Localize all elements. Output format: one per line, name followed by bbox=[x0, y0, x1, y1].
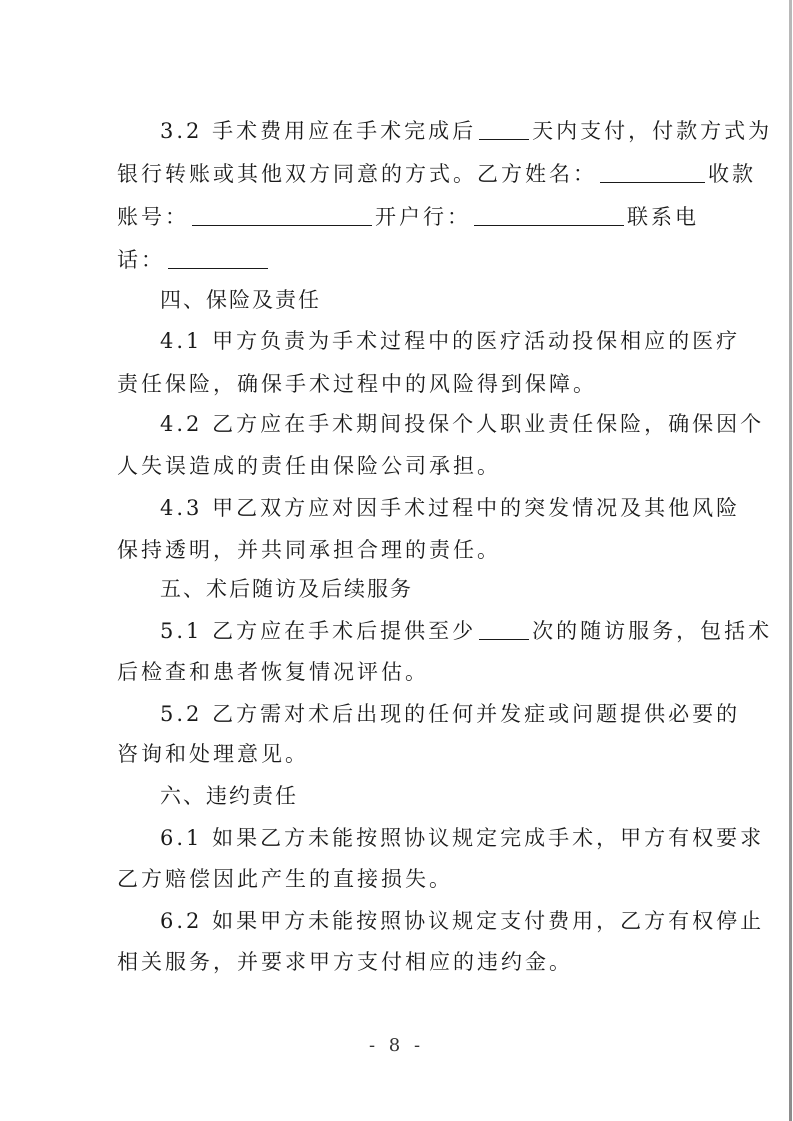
visits-blank bbox=[479, 617, 529, 640]
clause-text: 话： bbox=[117, 248, 165, 272]
section-heading-4: 四、保险及责任 bbox=[160, 288, 321, 312]
clause-text: 收款 bbox=[708, 162, 756, 186]
page-number: - 8 - bbox=[368, 1035, 425, 1056]
clause-5-1-line-2: 后检查和患者恢复情况评估。 bbox=[117, 660, 429, 684]
clause-6-2-line-1: 6.2 如果甲方未能按照协议规定支付费用，乙方有权停止 bbox=[160, 909, 765, 933]
clause-4-3-line-1: 4.3 甲乙双方应对因手术过程中的突发情况及其他风险 bbox=[160, 496, 741, 520]
clause-5-2-line-2: 咨询和处理意见。 bbox=[117, 742, 309, 766]
clause-6-1-line-2: 乙方赔偿因此产生的直接损失。 bbox=[117, 867, 453, 891]
clause-4-2-line-2: 人失误造成的责任由保险公司承担。 bbox=[117, 454, 501, 478]
clause-4-2-line-1: 4.2 乙方应在手术期间投保个人职业责任保险，确保因个 bbox=[160, 412, 765, 436]
clause-text: 3.2 手术费用应在手术完成后 bbox=[160, 119, 477, 143]
days-blank bbox=[479, 117, 529, 140]
clause-text: 联系电 bbox=[627, 205, 699, 229]
clause-text: 5.1 乙方应在手术后提供至少 bbox=[160, 619, 477, 643]
clause-3-2-line-3 bbox=[117, 201, 699, 233]
clause-5-2-line-1: 5.2 乙方需对术后出现的任何并发症或问题提供必要的 bbox=[160, 702, 741, 726]
clause-4-1-line-1: 4.1 甲方负责为手术过程中的医疗活动投保相应的医疗 bbox=[160, 329, 741, 353]
clause-5-1-line-1 bbox=[160, 615, 773, 647]
clause-4-3-line-2: 保持透明，并共同承担合理的责任。 bbox=[117, 538, 501, 562]
account-blank bbox=[192, 203, 372, 226]
clause-text: 天内支付，付款方式为 bbox=[532, 119, 773, 143]
section-heading-6: 六、违约责任 bbox=[160, 784, 298, 808]
clause-6-1-line-1: 6.1 如果乙方未能按照协议规定完成手术，甲方有权要求 bbox=[160, 826, 765, 850]
phone-blank bbox=[168, 246, 268, 269]
clause-3-2-line-4 bbox=[117, 244, 683, 276]
section-heading-5: 五、术后随访及后续服务 bbox=[160, 577, 413, 601]
clause-3-2-line-1 bbox=[160, 115, 773, 147]
clause-text: 次的随访服务，包括术 bbox=[532, 619, 773, 643]
clause-6-2-line-2: 相关服务，并要求甲方支付相应的违约金。 bbox=[117, 950, 573, 974]
scan-edge bbox=[789, 0, 792, 1121]
clause-4-1-line-2: 责任保险，确保手术过程中的风险得到保障。 bbox=[117, 372, 597, 396]
name-blank bbox=[600, 160, 705, 183]
clause-3-2-line-2 bbox=[117, 158, 756, 190]
clause-text: 银行转账或其他双方同意的方式。乙方姓名： bbox=[117, 162, 597, 186]
bank-blank bbox=[474, 203, 624, 226]
clause-text: 开户行： bbox=[375, 205, 471, 229]
clause-text: 账号： bbox=[117, 205, 189, 229]
